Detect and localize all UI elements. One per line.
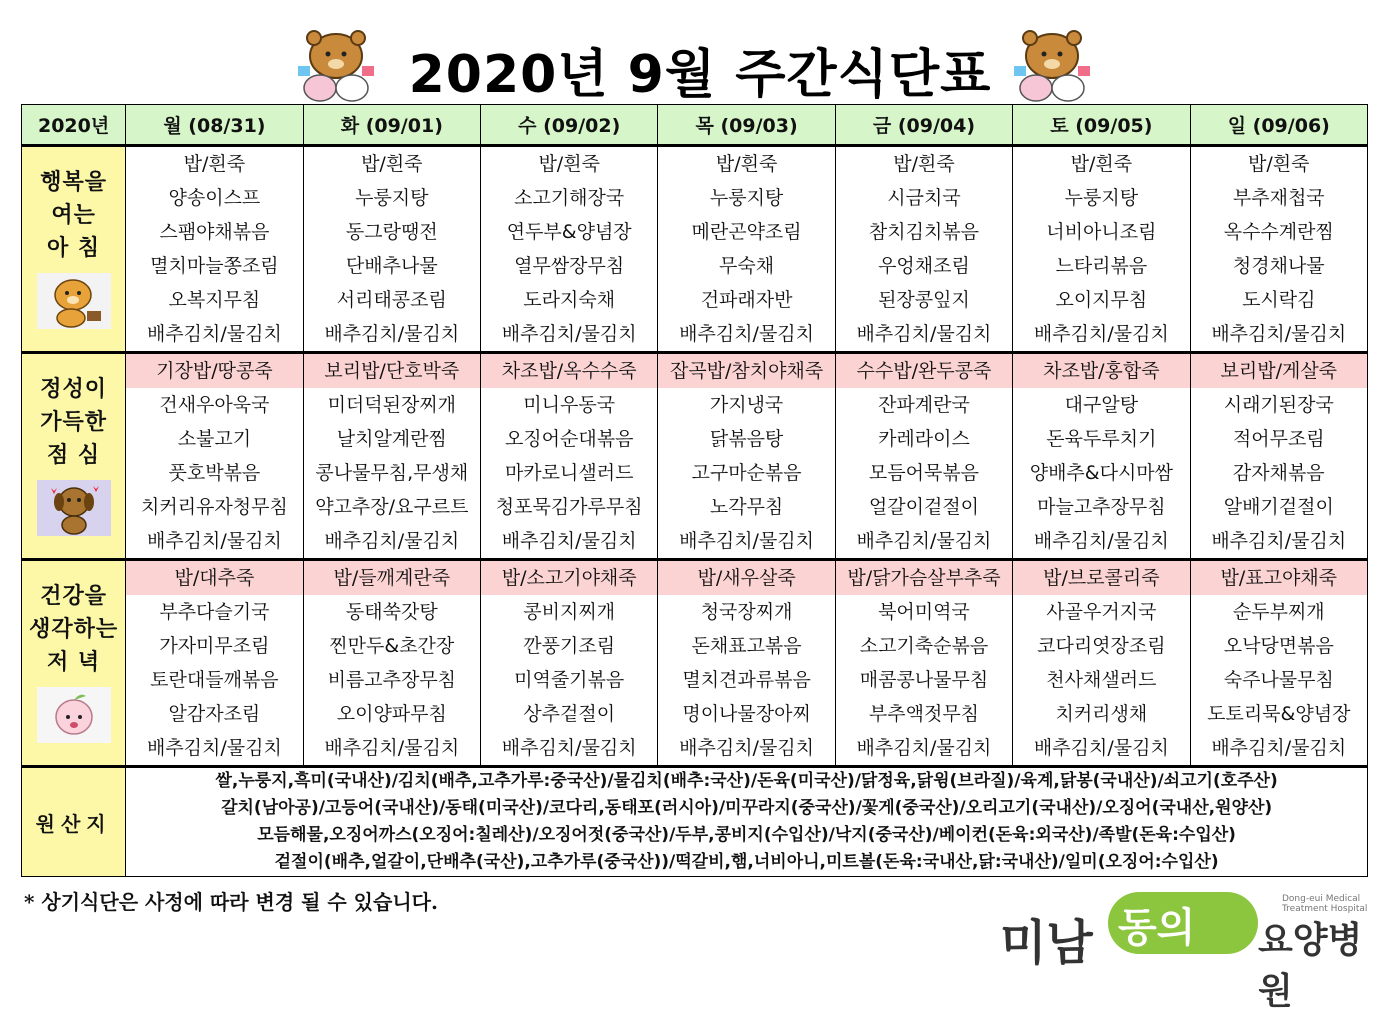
menu-item: 오이지무침 [1055,289,1148,311]
peach-mascot-icon [37,687,111,743]
menu-item: 배추김치/물김치 [146,323,282,345]
menu-item: 배추김치/물김치 [1211,530,1347,552]
menu-item: 청국장찌개 [700,601,793,623]
day-header-thu: 목 (09/03) [658,105,835,146]
meal-label-line: 가득한 [40,409,107,435]
menu-item: 동그랑땡전 [345,221,438,243]
day-cell [1013,146,1190,353]
menu-item: 청포묵김가루무침 [495,496,643,518]
menu-item: 날치알계란찜 [336,428,447,450]
rice-porridge-item: 밥/브로콜리죽 [1013,561,1189,595]
day-cell [481,146,658,353]
menu-item: 미더덕된장찌개 [327,394,457,416]
menu-item: 된장콩잎지 [878,289,970,311]
menu-item: 배추김치/물김치 [1033,737,1169,759]
menu-item: 숙주나물무침 [1223,669,1334,691]
rice-porridge-item: 보리밥/단호박죽 [304,354,480,388]
menu-item: 치커리생채 [1055,703,1148,725]
menu-item: 미니우동국 [523,394,616,416]
menu-item: 배추김치/물김치 [856,737,992,759]
bear-mascot-icon [1006,22,1098,106]
menu-item: 무숙채 [719,255,775,277]
origin-line: 겉절이(배추,얼갈이,단배추(국산),고추가루(중국산))/떡갈비,햄,너비아니,미트볼(돈육:국내산,닭:국내산)/일미(오징어:수입산) [274,852,1219,872]
menu-item: 배추김치/물김치 [856,530,992,552]
menu-item: 알감자조림 [168,703,261,725]
rice-porridge-item: 잡곡밥/참치야채죽 [658,354,834,388]
menu-item: 배추김치/물김치 [856,323,992,345]
menu-item: 밥/흰죽 [361,153,423,175]
menu-item: 소고기축순볶음 [859,635,989,657]
menu-item: 부추재첩국 [1232,187,1325,209]
day-cell [481,560,658,767]
menu-item: 비름고추장무침 [327,669,457,691]
menu-item: 노각무침 [709,496,784,518]
day-cell [1013,560,1190,767]
menu-item: 도토리묵&양념장 [1207,703,1351,725]
menu-item: 풋호박볶음 [168,462,261,484]
breakfast-row [22,146,1368,353]
menu-item: 소불고기 [177,428,252,450]
lion-mascot-icon [37,273,111,329]
menu-item: 모듬어묵볶음 [868,462,980,484]
menu-item: 사골우거지국 [1046,601,1157,623]
menu-item: 배추김치/물김치 [1033,323,1169,345]
menu-item: 서리태콩조림 [336,289,447,311]
menu-item: 누룽지탕 [355,187,429,209]
menu-item: 밥/흰죽 [715,153,778,175]
year-header: 2020년 [22,105,126,146]
menu-item: 연두부&양념장 [506,221,632,243]
menu-item: 옥수수계란찜 [1223,221,1334,243]
day-cell [835,560,1012,767]
meal-label-line: 생각하는 [29,616,119,642]
menu-item: 배추김치/물김치 [679,737,815,759]
logo-subtitle [1282,894,1367,914]
logo-subtitle-line: Dong-eui Medical [1282,894,1361,904]
menu-item: 치커리유자청무침 [140,496,288,518]
bear-mascot-icon [290,22,382,106]
hospital-logo [1000,892,1370,1012]
rice-porridge-item: 차조밥/홍합죽 [1013,354,1189,388]
day-cell [303,146,480,353]
origin-row [22,767,1368,877]
origin-text [126,767,1368,877]
rice-porridge-item: 밥/닭가슴살부추죽 [836,561,1012,595]
menu-item: 배추김치/물김치 [501,530,637,552]
menu-item: 카레라이스 [878,428,970,450]
menu-item: 오낙당면볶음 [1223,635,1334,657]
rice-porridge-item: 밥/새우살죽 [658,561,834,595]
meal-label-line: 점 심 [47,442,101,468]
title-area [0,18,1399,108]
menu-item: 건파래자반 [700,289,793,311]
menu-item: 부추액젓무침 [868,703,980,725]
menu-item: 메란곤약조림 [691,221,802,243]
menu-item: 배추김치/물김치 [679,323,815,345]
menu-item: 참치김치볶음 [868,221,980,243]
menu-item: 누룽지탕 [1064,187,1139,209]
menu-item: 양송이스프 [168,187,261,209]
weekly-menu-table [21,104,1368,877]
menu-item: 오복지무침 [168,289,261,311]
menu-item: 멸치견과류볶음 [682,669,811,691]
menu-item: 밥/흰죽 [183,153,246,175]
day-header-wed: 수 (09/02) [481,105,658,146]
logo-text-part1: 미남 [1000,915,1093,971]
menu-item: 알배기겉절이 [1223,496,1334,518]
day-header-fri: 금 (09/04) [835,105,1012,146]
origin-line: 쌀,누룽지,흑미(국내산)/김치(배추,고추가루:중국산)/물김치(배추:국산)/돈육(미국산)/닭정육,닭윙(브라질)/육계,닭봉(국내산)/쇠고기(호주산) [215,771,1278,791]
menu-item: 찐만두&초간장 [329,635,455,657]
dinner-row [22,560,1368,767]
menu-item: 우엉채조림 [878,255,970,277]
menu-item: 배추김치/물김치 [146,737,282,759]
menu-item: 배추김치/물김치 [324,737,460,759]
day-cell [303,560,480,767]
day-cell [658,353,835,560]
menu-item: 적어무조림 [1232,428,1325,450]
day-header-sat: 토 (09/05) [1013,105,1190,146]
menu-item: 고구마순볶음 [691,462,802,484]
menu-item: 도시락김 [1242,289,1316,311]
day-cell [126,146,303,353]
menu-item: 배추김치/물김치 [501,737,637,759]
menu-item: 단배추나물 [345,255,438,277]
menu-item: 천사채샐러드 [1046,669,1157,691]
header-row [22,105,1368,146]
menu-item: 배추김치/물김치 [324,530,460,552]
menu-item: 배추김치/물김치 [1211,323,1347,345]
menu-item: 코다리엿장조림 [1037,635,1166,657]
menu-item: 부추다슬기국 [159,601,270,623]
menu-item: 배추김치/물김치 [679,530,815,552]
rice-porridge-item: 밥/소고기야채죽 [481,561,657,595]
menu-item: 청경채나물 [1232,255,1325,277]
logo-text-part3: 요양병원 [1258,920,1363,1012]
day-cell [1190,146,1367,353]
menu-item: 명이나물장아찌 [682,703,811,725]
menu-item: 밥/흰죽 [893,153,955,175]
day-cell [481,353,658,560]
menu-item: 동태쑥갓탕 [345,601,438,623]
breakfast-label [22,146,126,353]
meal-label-line: 행복을 [40,169,107,195]
menu-item: 돈채표고볶음 [691,635,802,657]
menu-item: 마카로니샐러드 [504,462,634,484]
menu-item: 밥/흰죽 [1248,153,1310,175]
day-cell [303,353,480,560]
meal-label-line: 정성이 [40,376,107,402]
logo-subtitle-line: Treatment Hospital [1282,904,1368,914]
rice-porridge-item: 기장밥/땅콩죽 [126,354,302,388]
rice-porridge-item: 수수밥/완두콩죽 [836,354,1012,388]
day-cell [658,560,835,767]
menu-item: 가자미무조림 [159,635,270,657]
menu-item: 건새우아욱국 [159,394,270,416]
menu-item: 배추김치/물김치 [146,530,282,552]
day-cell [1190,353,1367,560]
dinner-label [22,560,126,767]
menu-item: 상추겉절이 [523,703,616,725]
menu-item: 양배추&다시마쌈 [1029,462,1174,484]
dog-mascot-icon [37,480,111,536]
menu-item: 열무쌈장무침 [514,255,625,277]
day-header-mon: 월 (08/31) [126,105,303,146]
change-notice: * 상기식단은 사정에 따라 변경 될 수 있습니다. [24,890,438,914]
day-cell [835,146,1012,353]
lunch-row [22,353,1368,560]
day-header-sun: 일 (09/06) [1190,105,1367,146]
rice-porridge-item: 밥/들깨계란죽 [304,561,480,595]
menu-item: 오징어순대볶음 [504,428,634,450]
menu-item: 콩비지찌개 [523,601,616,623]
menu-item: 토란대들깨볶음 [150,669,279,691]
menu-item: 밥/흰죽 [538,153,600,175]
menu-item: 잔파계란국 [878,394,970,416]
menu-item: 가지냉국 [709,394,784,416]
menu-item: 배추김치/물김치 [1211,737,1347,759]
menu-item: 북어미역국 [878,601,970,623]
meal-label-line: 아 침 [47,235,101,261]
menu-item: 시래기된장국 [1223,394,1334,416]
lunch-label [22,353,126,560]
menu-item: 오이양파무침 [336,703,447,725]
menu-item: 콩나물무침,무생채 [315,462,469,484]
menu-item: 누룽지탕 [709,187,784,209]
menu-item: 순두부찌개 [1232,601,1325,623]
menu-item: 멸치마늘쫑조림 [150,255,279,277]
menu-item: 마늘고추장무침 [1037,496,1166,518]
rice-porridge-item: 차조밥/옥수수죽 [481,354,657,388]
logo-text-part2: 동의 [1118,905,1196,951]
menu-item: 시금치국 [887,187,961,209]
menu-item: 약고추장/요구르트 [315,496,469,518]
day-cell [835,353,1012,560]
menu-item: 너비아니조림 [1046,221,1157,243]
meal-label-line: 건강을 [40,583,107,609]
rice-porridge-item: 밥/대추죽 [126,561,302,595]
menu-item: 배추김치/물김치 [324,323,460,345]
origin-label: 원산지 [22,767,126,877]
rice-porridge-item: 밥/표고야채죽 [1191,561,1367,595]
day-cell [1013,353,1190,560]
menu-item: 소고기해장국 [514,187,625,209]
menu-item: 느타리볶음 [1055,255,1148,277]
origin-line: 모듬해물,오징어까스(오징어:칠레산)/오징어젓(중국산)/두부,콩비지(수입산)/낙지(중국산)/베이컨(돈육:외국산)/족발(돈육:수입산) [257,825,1236,845]
day-header-tue: 화 (09/01) [303,105,480,146]
origin-line: 갈치(남아공)/고등어(국내산)/동태(미국산)/코다리,동태포(러시아)/미꾸라지(중국산)/꽃게(중국산)/오리고기(국내산)/오징어(국내산,원양산) [221,798,1273,818]
menu-item: 깐풍기조림 [523,635,616,657]
meal-label-line: 저 녁 [47,649,101,675]
menu-item: 매콤콩나물무침 [859,669,989,691]
menu-item: 얼갈이겉절이 [868,496,980,518]
menu-item: 감자채볶음 [1232,462,1325,484]
day-cell [658,146,835,353]
menu-item: 닭볶음탕 [709,428,784,450]
menu-item: 돈육두루치기 [1046,428,1157,450]
menu-item: 스팸야채볶음 [159,221,270,243]
menu-item: 배추김치/물김치 [1033,530,1169,552]
menu-item: 미역줄기볶음 [514,669,625,691]
menu-item: 밥/흰죽 [1070,153,1133,175]
page-title: 2020년 9월 주간식단표 [408,45,992,105]
menu-item: 배추김치/물김치 [501,323,637,345]
menu-item: 도라지숙채 [523,289,616,311]
meal-label-line: 여는 [51,202,96,228]
day-cell [126,560,303,767]
day-cell [126,353,303,560]
rice-porridge-item: 보리밥/게살죽 [1191,354,1367,388]
day-cell [1190,560,1367,767]
menu-item: 대구알탕 [1064,394,1139,416]
